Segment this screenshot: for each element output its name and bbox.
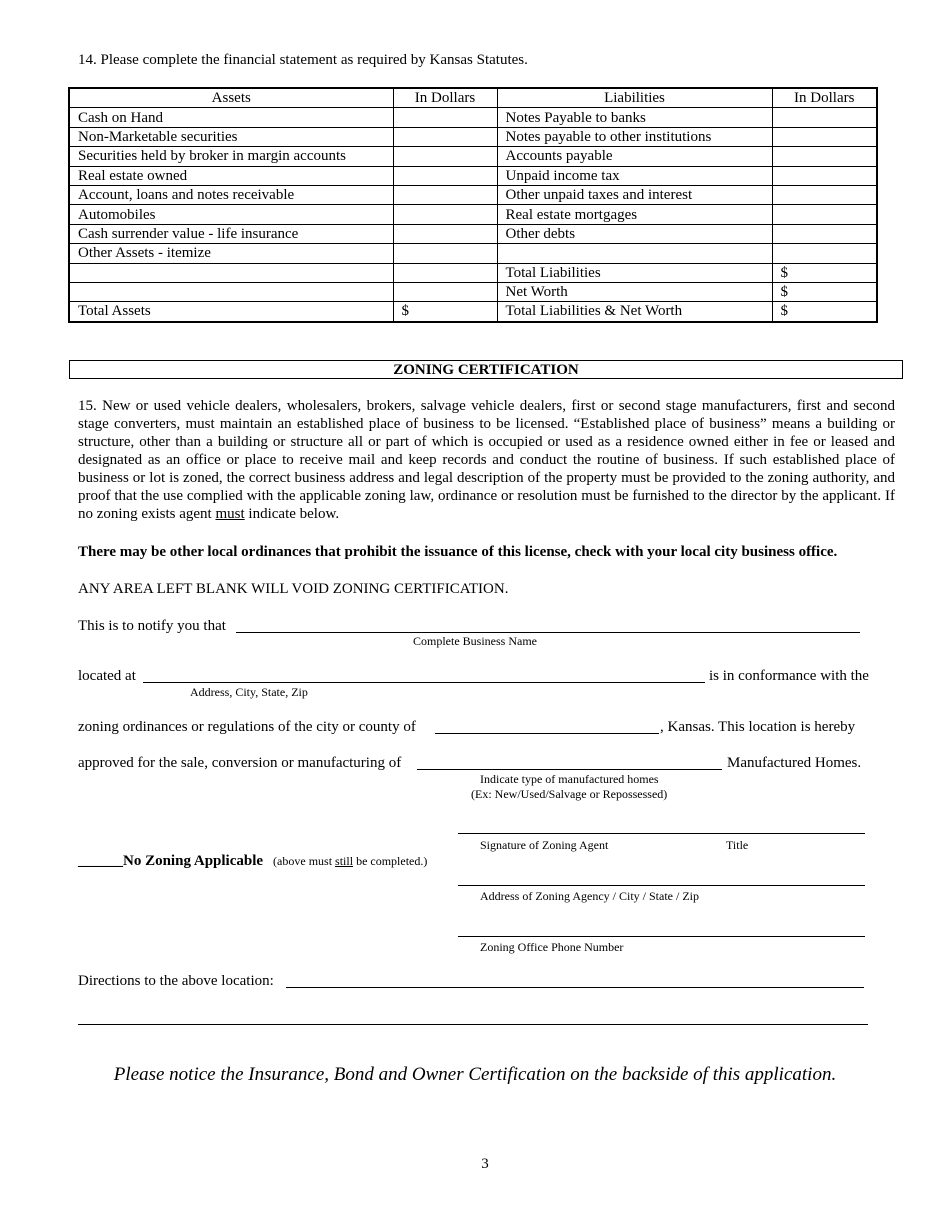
financial-statement-table	[68, 87, 878, 323]
asset-label: Automobiles	[69, 205, 393, 224]
phone-caption: Zoning Office Phone Number	[480, 940, 624, 954]
page-number: 3	[481, 1156, 489, 1172]
business-name-caption: Complete Business Name	[413, 634, 537, 648]
liabilities-header: Liabilities	[497, 88, 772, 108]
assets-header: Assets	[69, 88, 393, 108]
table-row	[69, 108, 877, 127]
no-zoning-label: No Zoning Applicable	[123, 853, 264, 869]
asset-amount-cell[interactable]	[393, 282, 497, 301]
liability-label: Total Liabilities & Net Worth	[497, 302, 772, 322]
asset-label	[69, 282, 393, 301]
asset-amount-cell[interactable]	[393, 244, 497, 263]
asset-amount-cell[interactable]	[393, 127, 497, 146]
asset-label: Cash surrender value - life insurance	[69, 224, 393, 243]
no-zoning-checkbox-blank[interactable]: ______	[78, 853, 123, 869]
table-row	[69, 185, 877, 204]
table-row	[69, 244, 877, 263]
ordinances-label: zoning ordinances or regulations of the city or county of	[78, 719, 416, 735]
no-zoning-applicable	[78, 852, 427, 870]
liability-amount-cell[interactable]	[772, 244, 877, 263]
city-county-field[interactable]	[435, 733, 659, 734]
notify-label: This is to notify you that	[78, 618, 226, 634]
kansas-label: , Kansas. This location is hereby	[660, 719, 856, 735]
table-row	[69, 127, 877, 146]
liability-label: Notes payable to other institutions	[497, 127, 772, 146]
liability-label: Accounts payable	[497, 147, 772, 166]
liability-label: Notes Payable to banks	[497, 108, 772, 127]
agency-address-field[interactable]	[458, 885, 865, 886]
home-type-field[interactable]	[417, 769, 722, 770]
blank-area-warning: ANY AREA LEFT BLANK WILL VOID ZONING CERTIFICATION.	[78, 581, 509, 597]
liability-label	[497, 244, 772, 263]
liability-label: Real estate mortgages	[497, 205, 772, 224]
directions-label: Directions to the above location:	[78, 973, 274, 989]
asset-amount-cell[interactable]	[393, 147, 497, 166]
asset-amount-cell[interactable]	[393, 263, 497, 282]
table-row	[69, 302, 877, 322]
table-row	[69, 224, 877, 243]
liability-label: Net Worth	[497, 282, 772, 301]
liability-label: Other debts	[497, 224, 772, 243]
asset-label: Non-Marketable securities	[69, 127, 393, 146]
liability-amount-cell[interactable]	[772, 147, 877, 166]
location-address-field[interactable]	[143, 682, 705, 683]
asset-amount-cell[interactable]	[393, 166, 497, 185]
agency-address-caption: Address of Zoning Agency / City / State / Zip	[480, 889, 699, 903]
zoning-certification-title: ZONING CERTIFICATION	[69, 360, 903, 379]
business-name-field[interactable]	[236, 632, 860, 633]
asset-label: Real estate owned	[69, 166, 393, 185]
conformance-label: is in conformance with the	[709, 668, 869, 684]
directions-field-continued[interactable]	[78, 1024, 868, 1025]
asset-amount-cell[interactable]	[393, 205, 497, 224]
liabilities-dollars-header: In Dollars	[772, 88, 877, 108]
liability-label: Other unpaid taxes and interest	[497, 185, 772, 204]
manufactured-homes-label: Manufactured Homes.	[727, 755, 862, 771]
signature-caption: Signature of Zoning Agent	[480, 838, 609, 852]
liability-amount-cell[interactable]: $	[772, 263, 877, 282]
located-at-label: located at	[78, 668, 136, 684]
question-14-text: 14. Please complete the financial statement as required by Kansas Statutes.	[78, 52, 528, 68]
liability-label: Total Liabilities	[497, 263, 772, 282]
asset-label	[69, 263, 393, 282]
liability-amount-cell[interactable]: $	[772, 282, 877, 301]
no-zoning-note: (above must still be completed.)	[273, 854, 428, 868]
backside-notice: Please notice the Insurance, Bond and Owner Certification on the backside of this application.	[113, 1064, 837, 1085]
liability-label: Unpaid income tax	[497, 166, 772, 185]
liability-amount-cell[interactable]	[772, 127, 877, 146]
liability-amount-cell[interactable]	[772, 224, 877, 243]
liability-amount-cell[interactable]	[772, 205, 877, 224]
asset-label: Total Assets	[69, 302, 393, 322]
signature-field[interactable]	[458, 833, 865, 834]
assets-dollars-header: In Dollars	[393, 88, 497, 108]
asset-amount-cell[interactable]	[393, 108, 497, 127]
title-caption: Title	[726, 838, 749, 852]
phone-field[interactable]	[458, 936, 865, 937]
asset-amount-cell[interactable]	[393, 185, 497, 204]
asset-amount-cell[interactable]	[393, 224, 497, 243]
home-type-caption-1: Indicate type of manufactured homes	[480, 772, 659, 786]
zoning-paragraph: 15. New or used vehicle dealers, wholesalers, brokers, salvage vehicle dealers, first or second stage manufacturers, first and second stage converters, must maintain an established place of business to be licensed. “Established place of business” means a building or structure, other than a building or structure all or part of which is occupied or used as a residence owned either in fee or leased and designated as an office or place to receive mail and keep records and conduct the routine of business. If such established place of business or lot is zoned, the correct business address and legal description of the property must be provided to the zoning authority, and proof that the use complied with the applicable zoning law, ordinance or resolution must be furnished to the director by the applicant. If no zoning exists agent must indicate below.	[78, 398, 895, 522]
address-caption: Address, City, State, Zip	[190, 685, 308, 699]
asset-label: Cash on Hand	[69, 108, 393, 127]
asset-label: Securities held by broker in margin accounts	[69, 147, 393, 166]
table-row	[69, 166, 877, 185]
liability-amount-cell[interactable]	[772, 166, 877, 185]
local-ordinance-notice: There may be other local ordinances that prohibit the issuance of this license, check with your local city business office.	[78, 544, 838, 560]
liability-amount-cell[interactable]	[772, 185, 877, 204]
home-type-caption-2: (Ex: New/Used/Salvage or Repossessed)	[471, 787, 668, 801]
table-row	[69, 147, 877, 166]
asset-label: Account, loans and notes receivable	[69, 185, 393, 204]
asset-label: Other Assets - itemize	[69, 244, 393, 263]
table-row	[69, 263, 877, 282]
liability-amount-cell[interactable]: $	[772, 302, 877, 322]
table-row	[69, 205, 877, 224]
table-row	[69, 282, 877, 301]
liability-amount-cell[interactable]	[772, 108, 877, 127]
table-header-row	[69, 88, 877, 108]
approved-label: approved for the sale, conversion or manufacturing of	[78, 755, 402, 771]
directions-field[interactable]	[286, 987, 864, 988]
asset-amount-cell[interactable]: $	[393, 302, 497, 322]
